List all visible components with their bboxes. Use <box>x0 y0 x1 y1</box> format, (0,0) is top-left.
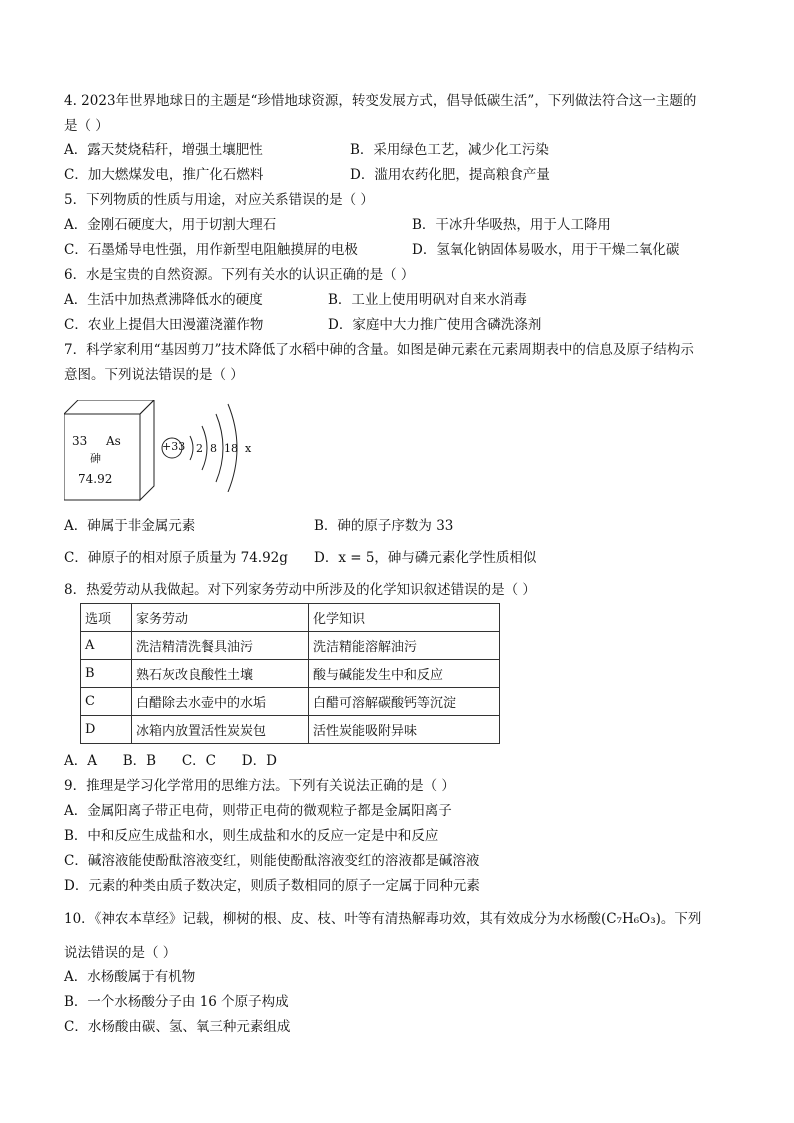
q7-stem-line1: 7．科学家利用“基因剪刀”技术降低了水稻中砷的含量。如图是砷元素在元素周期表中的信息及原子结构示 <box>64 342 694 358</box>
q9-option-a: A．金属阳离子带正电荷，则带正电荷的微观粒子都是金属阳离子 <box>64 803 452 819</box>
q10-stem-line1 <box>64 910 701 928</box>
periodic-cell-figure <box>64 400 154 500</box>
table-cell: B <box>81 660 132 688</box>
q7-option-c: C．砷原子的相对原子质量为 74.92g <box>64 550 288 566</box>
q6-option-c: C．农业上提倡大田漫灌浇灌作物 <box>64 317 264 333</box>
element-symbol: As <box>106 434 121 448</box>
table-row <box>81 632 500 660</box>
atomic-structure-figure <box>158 392 252 492</box>
nucleus-charge: +33 <box>162 440 186 453</box>
q10-option-a: A．水杨酸属于有机物 <box>64 969 196 985</box>
q9-stem: 9．推理是学习化学常用的思维方法。下列有关说法正确的是（ ） <box>64 778 455 794</box>
q10-stem-text: 10．《神农本草经》记载，柳树的根、皮、枝、叶等有清热解毒功效，其有效成分为水杨酸 <box>64 911 601 927</box>
periodic-cell-box <box>64 400 156 502</box>
table-cell: 白醋除去水壶中的水垢 <box>132 688 309 716</box>
table-cell: 酸与碱能发生中和反应 <box>309 660 500 688</box>
table-cell: C <box>81 688 132 716</box>
table-cell: 洗洁精清洗餐具油污 <box>132 632 309 660</box>
salicylic-acid-formula: (C₇H₆O₃) <box>600 911 661 927</box>
table-row <box>81 716 500 744</box>
q4-option-d: D．滥用农药化肥，提高粮食产量 <box>350 167 550 183</box>
element-name: 砷 <box>90 452 101 465</box>
housework-chemistry-table <box>80 603 500 744</box>
table-header-cell: 家务劳动 <box>132 604 309 632</box>
q5-option-d: D．氢氧化钠固体易吸水，用于干燥二氧化碳 <box>412 242 680 258</box>
table-header-row <box>81 604 500 632</box>
q10-stem-line2: 说法错误的是（ ） <box>64 945 177 961</box>
q5-option-b: B．干冰升华吸热，用于人工降用 <box>412 217 611 233</box>
q4-stem-line2: 是（ ） <box>64 118 109 134</box>
table-cell: D <box>81 716 132 744</box>
q6-stem: 6．水是宝贵的自然资源。下列有关水的认识正确的是（ ） <box>64 267 415 283</box>
table-row <box>81 688 500 716</box>
table-header-cell: 化学知识 <box>309 604 500 632</box>
q9-option-b: B．中和反应生成盐和水，则生成盐和水的反应一定是中和反应 <box>64 828 439 844</box>
q5-option-c: C．石墨烯导电性强，用作新型电阻触摸屏的电极 <box>64 242 358 258</box>
table-header-cell: 选项 <box>81 604 132 632</box>
table-cell: 冰箱内放置活性炭炭包 <box>132 716 309 744</box>
q10-stem-tail: 。下列 <box>660 911 702 927</box>
q8-options: A．A B．B C．C D．D <box>64 753 277 769</box>
q9-option-c: C．碱溶液能使酚酞溶液变红，则能使酚酞溶液变红的溶液都是碱溶液 <box>64 853 480 869</box>
q7-option-d: D．x = 5，砷与磷元素化学性质相似 <box>314 550 537 566</box>
q7-stem-line2: 意图。下列说法错误的是（ ） <box>64 367 244 383</box>
q4-option-c: C．加大燃煤发电，推广化石燃料 <box>64 167 264 183</box>
shell-electron-counts: 2 8 18 x <box>196 442 252 455</box>
table-cell: 洗洁精能溶解油污 <box>309 632 500 660</box>
q10-option-b: B．一个水杨酸分子由 16 个原子构成 <box>64 994 289 1010</box>
table-row <box>81 660 500 688</box>
table-cell: 活性炭能吸附异味 <box>309 716 500 744</box>
q10-option-c: C．水杨酸由碳、氢、氧三种元素组成 <box>64 1019 291 1035</box>
q9-option-d: D．元素的种类由质子数决定，则质子数相同的原子一定属于同种元素 <box>64 878 480 894</box>
q8-stem: 8．热爱劳动从我做起。对下列家务劳动中所涉及的化学知识叙述错误的是（ ） <box>64 582 536 598</box>
q5-option-a: A．金刚石硬度大，用于切割大理石 <box>64 217 277 233</box>
q7-option-b: B．砷的原子序数为 33 <box>314 518 454 534</box>
q6-option-b: B．工业上使用明矾对自来水消毒 <box>328 292 527 308</box>
q4-option-b: B．采用绿色工艺，减少化工污染 <box>350 142 549 158</box>
table-cell: 白醋可溶解碳酸钙等沉淀 <box>309 688 500 716</box>
q6-option-d: D．家庭中大力推广使用含磷洗涤剂 <box>328 317 542 333</box>
q7-option-a: A．砷属于非金属元素 <box>64 518 196 534</box>
atomic-number: 33 <box>72 434 88 448</box>
q4-option-a: A．露天焚烧秸秆，增强土壤肥性 <box>64 142 263 158</box>
q6-option-a: A．生活中加热煮沸降低水的硬度 <box>64 292 263 308</box>
table-cell: 熟石灰改良酸性土壤 <box>132 660 309 688</box>
atomic-mass: 74.92 <box>78 472 113 486</box>
table-cell: A <box>81 632 132 660</box>
q5-stem: 5．下列物质的性质与用途，对应关系错误的是（ ） <box>64 192 374 208</box>
q4-stem-line1: 4. 2023年世界地球日的主题是“珍惜地球资源，转变发展方式，倡导低碳生活”，下列做法符合这一主题的 <box>64 93 697 109</box>
